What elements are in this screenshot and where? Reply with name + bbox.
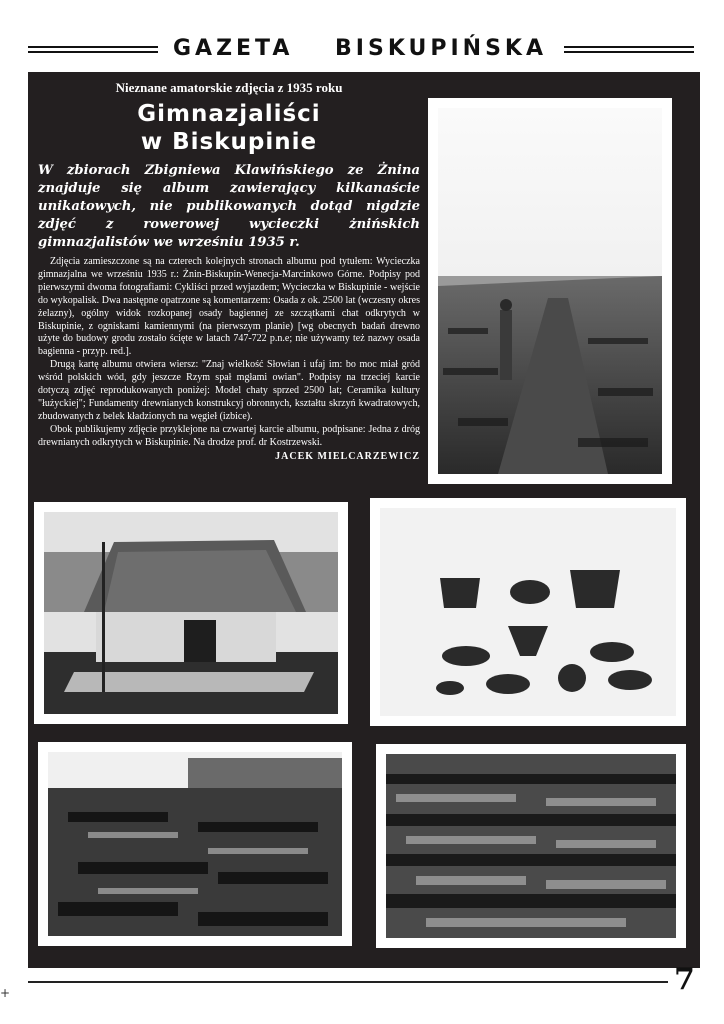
paragraph-3: Obok publikujemy zdjęcie przyklejone na czwartej karcie albumu, podpisane: Jedna z dróg drewnianych odkrytych w Biskupinie. Na drodze prof. dr Kostrzewski. — [38, 423, 420, 448]
photo-timber-road — [376, 744, 686, 948]
masthead-rule-right — [564, 46, 694, 54]
article-board — [28, 72, 700, 968]
paragraph-1: Zdjęcia zamieszczone są na czterech kolejnych stronach albumu pod tytułem: Wycieczka gimnazjalna we wrześniu 1935 r.: Żnin-Biskupin-Wenecja-Marcinkowo Górne. Podpisy pod pierwszymi dwoma fotografiami: Cykliści przed wyjazdem; Wycieczka w Biskupinie - wejście do wykopalisk. Dwa następne opatrzone są komentarzem: Osada z ok. 2500 lat (wczesny okres żelazny), ogólny widok rozkopanej osady bagiennej ze szczątkami chat odkrytych w Biskupinie, z ogniskami kamiennymi (na pierwszym planie) [wg obecnych badań drewno użyte do budowy grodu zostało ścięte w latach 747-722 p.n.e; nie używamy też nazwy osada bagienna - przyp. red.]. — [38, 256, 420, 358]
photo-timber-road-image — [386, 754, 676, 938]
article-body — [38, 256, 420, 450]
article-headline — [38, 100, 420, 156]
page-number: 7 — [674, 962, 695, 997]
article — [38, 80, 420, 462]
masthead-rule-left — [28, 46, 158, 54]
photo-timber-remains — [38, 742, 352, 946]
headline-line-1: Gimnazjaliści — [137, 101, 321, 127]
masthead-title: GAZETA BISKUPIŃSKA — [172, 36, 547, 61]
headline-line-2: w Biskupinie — [140, 129, 318, 155]
article-author: JACEK MIELCARZEWICZ — [275, 450, 420, 462]
article-kicker: Nieznane amatorskie zdjęcia z 1935 roku — [115, 80, 343, 95]
photo-hut-model — [34, 502, 348, 724]
photo-excavation-walkway — [428, 98, 672, 484]
photo-hut-model-image — [44, 512, 338, 714]
photo-excavation-walkway-image — [438, 108, 662, 474]
photo-pottery — [370, 498, 686, 726]
crop-mark: + — [0, 986, 11, 1000]
masthead — [0, 36, 724, 72]
footer-rule — [28, 981, 668, 983]
photo-timber-remains-image — [48, 752, 342, 936]
photo-pottery-image — [380, 508, 676, 716]
paragraph-2: Drugą kartę albumu otwiera wiersz: "Znaj wielkość Słowian i ufaj im: bo moc miał gród wśród polskich wód, gdy jeszcze Rzym spał mgłami owian". Podpisy na trzeciej karcie dotyczą zdjęć reprodukowanych poniżej: Model chaty sprzed 2500 lat; Ceramika kultury "łużyckiej"; Fundamenty drewnianych konstrukcyj obronnych, kształtu skrzyń kwadratowych, zbudowanych z belek kładzionych na węgieł (izbice). — [38, 359, 420, 422]
article-lead: W zbiorach Zbigniewa Klawińskiego ze Żnina znajduje się album zawierający kilkanaście unikatowych, nie publikowanych dotąd nigdzie zdjęć z rowerowej wycieczki żnińskich gimnazjalistów we wrześniu 1935 r. — [38, 163, 420, 250]
